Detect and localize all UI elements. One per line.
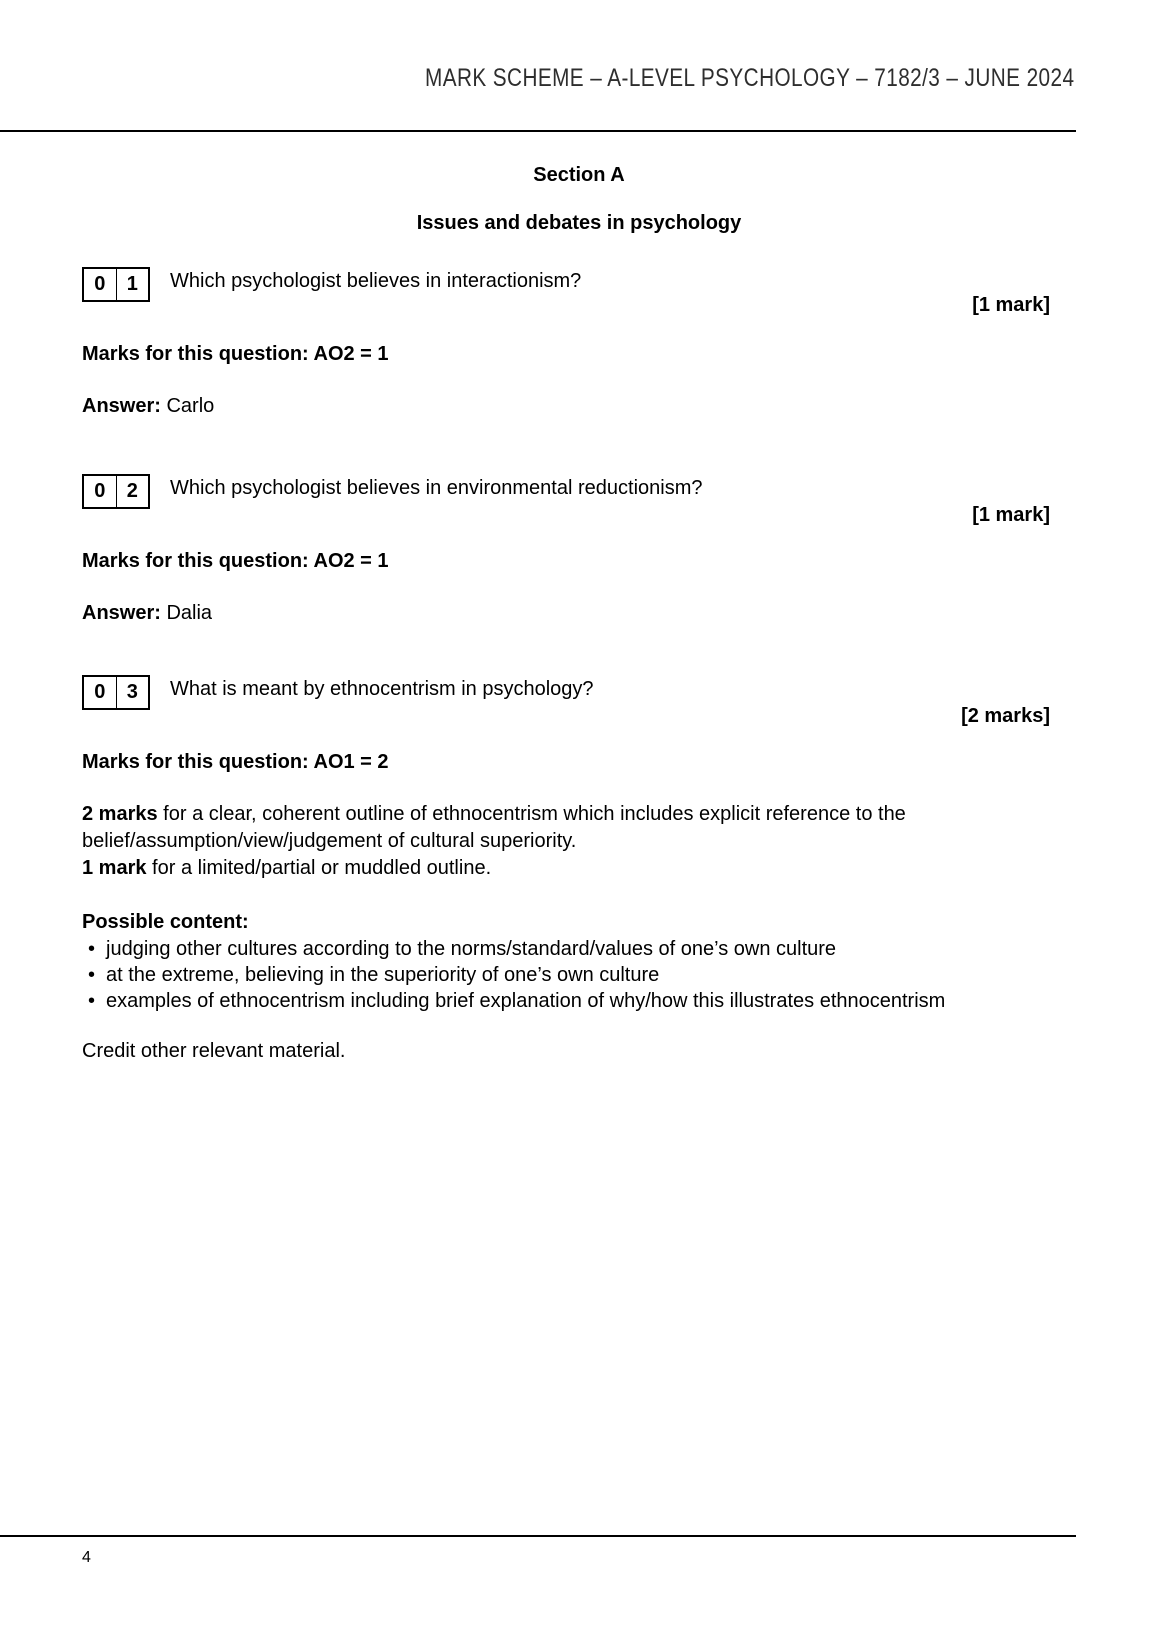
question-01-marks-line: Marks for this question: AO2 = 1 (82, 343, 389, 365)
header-rule (0, 130, 1076, 132)
question-01-digit-left: 0 (94, 273, 106, 295)
question-02-text: Which psychologist believes in environmental reductionism? (170, 477, 703, 499)
question-02-marks-badge: [1 mark] (972, 504, 1050, 526)
bullet-item-text: examples of ethnocentrism including brief explanation of why/how this illustrates ethnocentrism (106, 990, 946, 1012)
possible-content-heading: Possible content: (82, 911, 249, 933)
question-03-marks-badge: [2 marks] (961, 705, 1050, 727)
bullet-item (82, 988, 1050, 1014)
section-subtitle: Issues and debates in psychology (416, 212, 742, 234)
question-02-answer-label: Answer: (82, 602, 161, 624)
question-02-answer-value: Dalia (166, 602, 213, 624)
question-02-number-box (82, 474, 150, 509)
bullet-item-text: judging other cultures according to the norms/standard/values of one’s own culture (106, 938, 837, 960)
question-01-marks-badge: [1 mark] (972, 294, 1050, 316)
question-01-answer-line (82, 393, 1050, 419)
bullet-icon: • (88, 990, 96, 1012)
bullet-item (82, 962, 1050, 988)
criteria-two-marks (82, 801, 1050, 855)
criteria-two-marks-rest: for a clear, coherent outline of ethnocentrism which includes explicit reference to the belief/assumption/view/judgement of cultural superiority. (82, 803, 906, 852)
bullet-item (82, 936, 1050, 962)
question-01-answer-label: Answer: (82, 395, 161, 417)
question-03-number-box (82, 675, 150, 710)
question-01-text: Which psychologist believes in interactionism? (170, 270, 582, 292)
question-01-number-box (82, 267, 150, 302)
question-02-marks-line: Marks for this question: AO2 = 1 (82, 550, 389, 572)
page-header: MARK SCHEME – A-LEVEL PSYCHOLOGY – 7182/3 – JUNE 2024 (424, 64, 1074, 92)
question-02-answer-line (82, 600, 1050, 626)
criteria-one-mark-bold: 1 mark (82, 857, 147, 879)
section-title: Section A (533, 164, 625, 186)
criteria-two-marks-bold: 2 marks (82, 803, 158, 825)
question-03-text: What is meant by ethnocentrism in psychology? (170, 678, 594, 700)
footer-rule (0, 1535, 1076, 1537)
question-01-answer-value: Carlo (166, 395, 215, 417)
bullet-icon: • (88, 964, 96, 986)
question-02-digit-left: 0 (94, 480, 106, 502)
question-03-marks-line: Marks for this question: AO1 = 2 (82, 751, 389, 773)
question-03-digit-right: 3 (116, 677, 149, 708)
question-02-digit-right: 2 (116, 476, 149, 507)
page-number: 4 (82, 1549, 91, 1566)
criteria-one-mark-rest: for a limited/partial or muddled outline. (146, 857, 492, 879)
bullet-item-text: at the extreme, believing in the superiority of one’s own culture (106, 964, 660, 986)
bullet-icon: • (88, 938, 96, 960)
question-03-digit-left: 0 (94, 681, 106, 703)
criteria-one-mark (82, 855, 1050, 882)
question-03-criteria (82, 801, 1050, 882)
credit-note: Credit other relevant material. (82, 1040, 346, 1062)
possible-content-list (82, 936, 1050, 1014)
question-01-digit-right: 1 (116, 269, 149, 300)
